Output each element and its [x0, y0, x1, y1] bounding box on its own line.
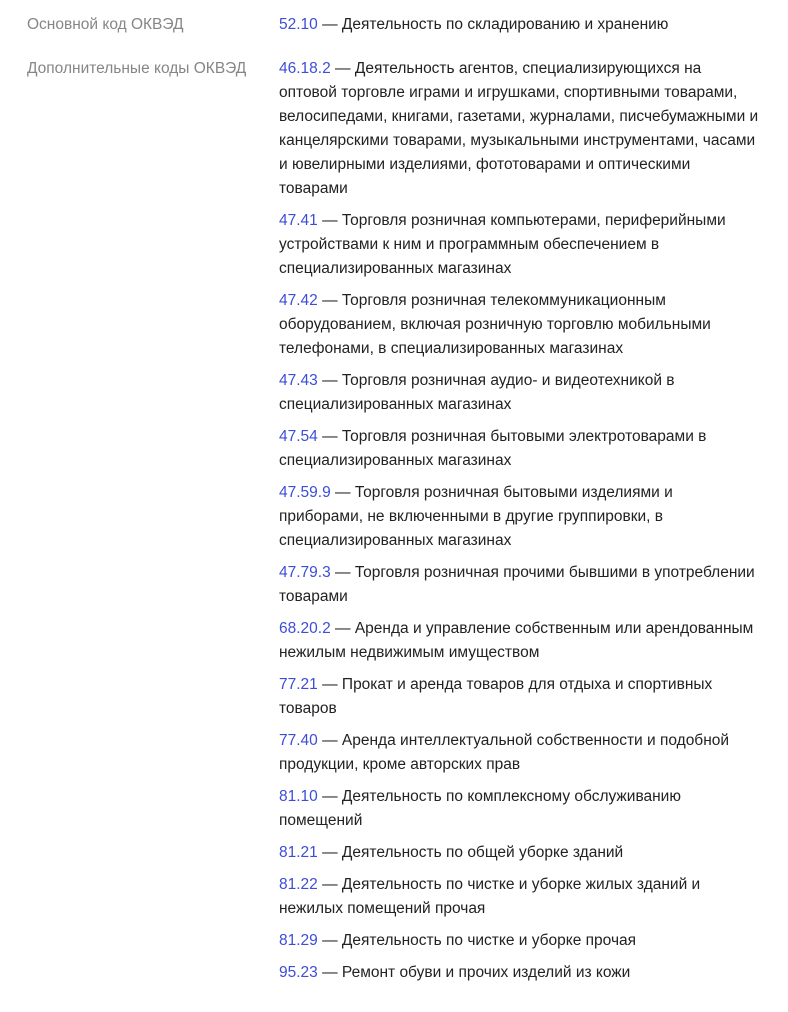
separator: — — [322, 428, 338, 445]
separator: — — [322, 292, 338, 309]
okved-description: Прокат и аренда товаров для отдыха и спортивных товаров — [279, 676, 713, 717]
list-item — [279, 785, 759, 833]
separator: — — [322, 876, 338, 893]
list-item — [279, 209, 759, 281]
main-okved-code-link[interactable]: 52.10 — [279, 16, 318, 33]
list-item — [279, 929, 759, 953]
list-item — [279, 873, 759, 921]
okved-description: Аренда и управление собственным или арендованным нежилым недвижимым имуществом — [279, 620, 754, 661]
okved-description: Торговля розничная прочими бывшими в употреблении товарами — [279, 564, 755, 605]
separator: — — [322, 964, 338, 981]
main-okved-value — [279, 13, 759, 37]
list-item — [279, 425, 759, 473]
additional-okved-list-wrapper — [279, 57, 759, 993]
okved-description: Торговля розничная телекоммуникационным оборудованием, включая розничную торговлю мобильными телефонами, в специализированных магазинах — [279, 292, 711, 357]
okved-description: Деятельность по чистке и уборке жилых зданий и нежилых помещений прочая — [279, 876, 701, 917]
list-item — [279, 729, 759, 777]
separator: — — [322, 676, 338, 693]
okved-description: Деятельность по комплексному обслуживанию помещений — [279, 788, 681, 829]
okved-code-link[interactable]: 47.42 — [279, 292, 318, 309]
list-item — [279, 289, 759, 361]
additional-okved-list — [279, 57, 759, 985]
separator: — — [322, 372, 338, 389]
okved-code-link[interactable]: 81.29 — [279, 932, 318, 949]
list-item — [279, 617, 759, 665]
okved-description: Торговля розничная бытовыми электротоварами в специализированных магазинах — [279, 428, 707, 469]
list-item — [279, 961, 759, 985]
separator: — — [322, 788, 338, 805]
okved-code-link[interactable]: 47.79.3 — [279, 564, 331, 581]
okved-description: Аренда интеллектуальной собственности и подобной продукции, кроме авторских прав — [279, 732, 730, 773]
main-okved-label: Основной код ОКВЭД — [27, 16, 184, 33]
list-item — [279, 369, 759, 417]
separator: — — [322, 212, 338, 229]
okved-code-link[interactable]: 95.23 — [279, 964, 318, 981]
okved-description: Ремонт обуви и прочих изделий из кожи — [341, 964, 631, 981]
okved-description: Торговля розничная аудио- и видеотехникой в специализированных магазинах — [279, 372, 675, 413]
okved-code-link[interactable]: 47.54 — [279, 428, 318, 445]
okved-description: Торговля розничная компьютерами, периферийными устройствами к ним и программным обеспечением в специализированных магазинах — [279, 212, 726, 277]
okved-code-link[interactable]: 81.22 — [279, 876, 318, 893]
okved-code-link[interactable]: 68.20.2 — [279, 620, 331, 637]
additional-okved-label: Дополнительные коды ОКВЭД — [27, 60, 247, 77]
okved-description: Деятельность по общей уборке зданий — [341, 844, 624, 861]
list-item — [279, 57, 759, 201]
okved-code-link[interactable]: 77.40 — [279, 732, 318, 749]
okved-description: Торговля розничная бытовыми изделиями и приборами, не включенными в другие группировки, в специализированных магазинах — [279, 484, 673, 549]
separator: — — [335, 484, 351, 501]
okved-code-link[interactable]: 81.21 — [279, 844, 318, 861]
separator: — — [322, 932, 338, 949]
separator: — — [322, 16, 338, 33]
okved-code-link[interactable]: 47.43 — [279, 372, 318, 389]
list-item — [279, 673, 759, 721]
okved-code-link[interactable]: 81.10 — [279, 788, 318, 805]
okved-code-link[interactable]: 46.18.2 — [279, 60, 331, 77]
separator: — — [322, 844, 338, 861]
separator: — — [335, 564, 351, 581]
separator: — — [322, 732, 338, 749]
okved-code-link[interactable]: 47.59.9 — [279, 484, 331, 501]
okved-description: Деятельность агентов, специализирующихся на оптовой торговле играми и игрушками, спортивными товарами, велосипедами, книгами, газетами, журналами, писчебумажными и канцелярскими товарами, музыкальными инструментами, часами и ювелирными изделиями, фототоварами и оптическими товарами — [279, 60, 759, 197]
list-item — [279, 841, 759, 865]
separator: — — [335, 620, 351, 637]
list-item — [279, 481, 759, 553]
okved-code-link[interactable]: 77.21 — [279, 676, 318, 693]
separator: — — [335, 60, 351, 77]
okved-description: Деятельность по чистке и уборке прочая — [341, 932, 637, 949]
okved-code-link[interactable]: 47.41 — [279, 212, 318, 229]
list-item — [279, 561, 759, 609]
main-okved-description: Деятельность по складированию и хранению — [341, 16, 669, 33]
